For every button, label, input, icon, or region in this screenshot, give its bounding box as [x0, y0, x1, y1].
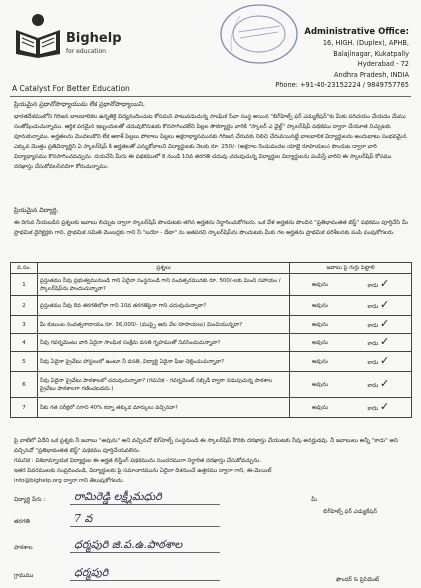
office-line: Andhra Pradesh, INDIA: [334, 70, 409, 79]
table-row: [11, 316, 412, 334]
handwritten-check-mark-icon: ✓: [379, 316, 390, 330]
office-phone: Phone: +91-40-23152224 / 9849757765: [275, 81, 409, 89]
village-value[interactable]: ధర్మపురి: [74, 566, 109, 579]
no-option[interactable]: [367, 297, 390, 311]
answer-cell: [290, 296, 412, 316]
row-number: 4: [11, 334, 38, 352]
yes-option[interactable]: అవును: [311, 339, 328, 346]
yes-option[interactable]: అవును: [311, 321, 328, 328]
headmaster-body-text: భారతదేశములోని గిరిజన బాలబాలికల ఉన్నతికై విద్యనందించుట కోసమని పాటుపడుచున్న సాంఘిక సేవా సంస్థ అయిన "బిగ్‌హెల్ప్ ఫర్ ఎడ్యుకేషన్"కు మీకు పరిచయం చేయడం మేము సంతోషించుచున్నాము. ఆర్థిక పరమైన ఇబ్బందులతో చదువుకొనుటకు కొనసాగించలేని పిల్లల సౌకర్యార్థం వారికి "స్కాలర్ ఎ ఛైల్డ్" స్కాలర్‌షిప్ పథకము ద్వారా చేయూత నిచ్చుటకు పూనుకున్నాము. అర్హతలను మొదలుకొని లేక ఆకాశ్ పిల్లలు పోలాలు పిల్లలు అక్షరాభ్యాసమునకు గిరిజన చేరువకు నిలిచి చేరువయినట్టి బాలబాలిక విద్యార్థులను అందుబాటు సంభవమైన ఎక్కువ మొత్తం ప్రతివిద్యార్థిని ఏ స్కాలర్‌షిప్ కి అర్హతలతో ఎన్నుకోవాలని విద్యార్థులకు నెలకు రూ. 250/- (అక్షరాల రెండువందల యాభై రూపాయలు) పొందుట ద్వారా వారి విద్యాభ్యాసము కొనసాగించవచ్చును. దయచేసి మీరు ఈ పథకములో 8 నుండి 10వ తరగతి చదువు చదువుచున్న విద్యార్థుల విద్యార్థులను పంపిస్తే వారిని ఈ స్కాలర్‌షిప్ కోసము దరఖాస్తు చేసుకోవలసినదిగా కోరుచున్నాము.: [14, 114, 407, 170]
no-option-label: కాదు: [367, 382, 379, 389]
eligibility-questions-table: [10, 262, 412, 418]
no-option-label: కాదు: [367, 405, 379, 412]
handwritten-check-mark-icon: ✓: [379, 276, 390, 290]
answer-cell: [290, 398, 412, 418]
answer-cell: [290, 352, 412, 372]
signature-yours: మీ: [311, 497, 317, 503]
no-option[interactable]: [367, 376, 390, 390]
answer-header: జవాబు పై గుర్తు పెట్టాలి: [290, 263, 412, 274]
table-row: [11, 274, 412, 296]
answer-cell: [290, 372, 412, 398]
no-option[interactable]: [367, 399, 390, 413]
table-row: [11, 398, 412, 418]
class-underline: [70, 526, 220, 527]
no-option[interactable]: [367, 276, 390, 290]
table-row: [11, 372, 412, 398]
contact-email-text: info@bighelp.org ద్వారా గాని తెలుపుకోగలరు.: [14, 478, 125, 484]
signature-organization: బిగ్‌హెల్ప్ ఫర్ ఎడ్యుకేషన్: [323, 509, 377, 515]
question-text: నీకు గత సరీక్షలో సగాని 40% కన్నా తక్కువ మార్కులు వచ్చినవా?: [37, 398, 289, 418]
student-body-text: ఈ దిగువ నీయబడిన ప్రశ్నలకు జవాబు లిచ్చుట ద్వారా స్కాలర్‌షిప్ పొందుటకు తగిన అర్హతను నిర్ధారించుకోగలరు. ఒక వేళ అర్హతను పొందిన "ప్రతిభావంతత టెస్ట్" పథకము పూర్తిచేసి మీ ప్రాథమిక డైరెక్టర్లకు గాని, ప్రాథమిక సమితి మెంబర్లకు గాని నీ "బయో - డేటా" ను జతపరచి స్కాలర్‌షిప్‌ను పొందుటకు మీకు గల అర్హతను ప్రాథమిక పరిశీలనకు పంపి పంపుకోగలరు.: [14, 220, 408, 236]
table-row: [11, 352, 412, 372]
no-option[interactable]: [367, 353, 390, 367]
eligibility-rule-text: పై వాటిలో ఏదేని ఒక ప్రశ్నకు నీ జవాబు "అవును" అని వచ్చినచో బిగ్‌హెల్ప్ సంస్థనుండి ఈ స్కాలర్‌షిప్ కొరకు దరఖాస్తు చేయుటకు నీవు అనర్హుడవు. నీ జవాబులు అన్నీ "కాదు" అని వచ్చినచో "ప్రతిభావంతత టెస్ట్" పథకము పూర్తిచేయవలెను.: [14, 438, 398, 454]
headmaster-salutation: ప్రియమైన ప్రధానోపాధ్యాయుడు లేక ప్రధానోపాధ్యాయిని,: [14, 101, 145, 108]
table-row: [11, 296, 412, 316]
question-text: ప్రస్తుతము నీవు ప్రభుత్వమునుండి గాని ఏదైనా సంస్థనుండి గాని సంవత్సరమునకు రూ. 500/-లకు మించి సహాయం / స్కాలర్‌షిప్‌ను పొందుచున్నావా?: [37, 274, 289, 296]
note-text: గమనిక : విశిదామ్నాయక విద్యార్థుల ఈ అర్హత లిస్టింగ్ పథకమును సుందరముగా నిర్ధారిత దరఖాస్తు చేసుకోవచ్చును.: [14, 458, 261, 464]
question-text: మీ కుటుంబ సంవత్సరాదాయం రూ. 36,000/- (ముప్పై ఆరు వేల రూపాయలు) మించియున్నదా?: [37, 316, 289, 334]
brand-name: Bighelp: [66, 31, 122, 46]
student-name-value[interactable]: రామిరెడ్డి లక్ష్మీమధురి: [74, 490, 162, 503]
school-label: పాఠశాల: [14, 545, 33, 551]
student-name-underline: [70, 504, 220, 505]
answer-cell: [290, 334, 412, 352]
question-text: నీవు ఏదైనా ప్రైవేటు పాఠశాలలో చదువుచున్నావా? (గమనిక - గవర్నమెంట్ సబ్సిడీ ద్వారా నడుపుచున్న పాఠశాల ప్రైవేటు పాఠశాలగా గణించబడదు.): [37, 372, 289, 398]
tagline: A Catalyst For Better Education: [12, 84, 130, 93]
school-underline: [70, 552, 220, 553]
handwritten-check-mark-icon: ✓: [379, 297, 390, 311]
question-text: నీవు ఏదైనా ప్రైవేటు హాస్టలులో ఉంటూ నీ వసతి, విద్యార్థి ఏదైనా ఫీజు చెల్లించుచున్నావా?: [37, 352, 289, 372]
handwritten-check-mark-icon: ✓: [379, 334, 390, 348]
bighelp-book-logo-icon: [12, 12, 64, 58]
yes-option[interactable]: అవును: [311, 281, 328, 288]
table-row: [11, 334, 412, 352]
no-option[interactable]: [367, 334, 390, 348]
handwritten-check-mark-icon: ✓: [379, 376, 390, 390]
yes-option[interactable]: అవును: [311, 302, 328, 309]
yes-option[interactable]: అవును: [311, 358, 328, 365]
office-title: Administrative Office:: [304, 27, 409, 37]
office-line: 16, HIGH. (Duplex), APHB,: [322, 39, 409, 47]
no-option[interactable]: [367, 316, 390, 330]
row-number: 7: [11, 398, 38, 418]
handwritten-check-mark-icon: ✓: [379, 353, 390, 367]
signature-designation: ఫౌండర్ & ప్రెసిడెంట్: [336, 577, 379, 583]
student-salutation: ప్రియమైన విద్యార్థి,: [14, 207, 59, 214]
student-name-label: విద్యార్థి పేరు :: [14, 497, 46, 503]
yes-option[interactable]: అవును: [311, 381, 328, 388]
table-header-row: [11, 263, 412, 274]
handwritten-check-mark-icon: ✓: [379, 399, 390, 413]
answer-cell: [290, 274, 412, 296]
brand-subtitle: for education: [66, 48, 106, 55]
row-number: 6: [11, 372, 38, 398]
no-option-label: కాదు: [367, 322, 379, 329]
header-divider: [10, 96, 411, 97]
row-number: 3: [11, 316, 38, 334]
question-text: నీవు గవర్నమెంటు వారి ఏదైనా సాంఘిక సంక్షేమ వసతి గృహముతో నివసించుచున్నావా?: [37, 334, 289, 352]
no-option-label: కాదు: [367, 303, 379, 310]
office-line: Balajinagar, Kukatpally: [333, 49, 409, 58]
serial-number-header: వ.సం.: [11, 263, 38, 274]
answer-cell: [290, 316, 412, 334]
village-label: గ్రామము: [14, 573, 34, 579]
row-number: 1: [11, 274, 38, 296]
row-number: 5: [11, 352, 38, 372]
school-value[interactable]: ధర్మపురి జి.ప.ఉ.పాఠశాల: [74, 538, 183, 551]
no-option-label: కాదు: [367, 340, 379, 347]
question-text: ప్రస్తుతము నీవు 8వ తరగతిలోనా గాని 10వ తరగతిపైనా గాని చదువుచున్నావా?: [37, 296, 289, 316]
class-value[interactable]: 7 వ: [74, 512, 93, 525]
administrative-office-address: [275, 26, 409, 91]
questions-header: ప్రశ్నలు: [37, 263, 289, 274]
office-line: Hyderabad - 72: [357, 60, 409, 68]
row-number: 2: [11, 296, 38, 316]
class-label: తరగతి: [14, 519, 30, 525]
yes-option[interactable]: అవును: [311, 404, 328, 411]
contact-text: ఇతర వివరములకు సంప్రదించండి, విద్యార్థులకు పై సమాచారమును ఏదైనా దిశనుంచే ఉత్తరము ద్వారా గాని, ఈ-మెయిల్: [14, 468, 272, 474]
no-option-label: కాదు: [367, 359, 379, 366]
no-option-label: కాదు: [367, 282, 379, 289]
village-underline: [70, 580, 220, 581]
